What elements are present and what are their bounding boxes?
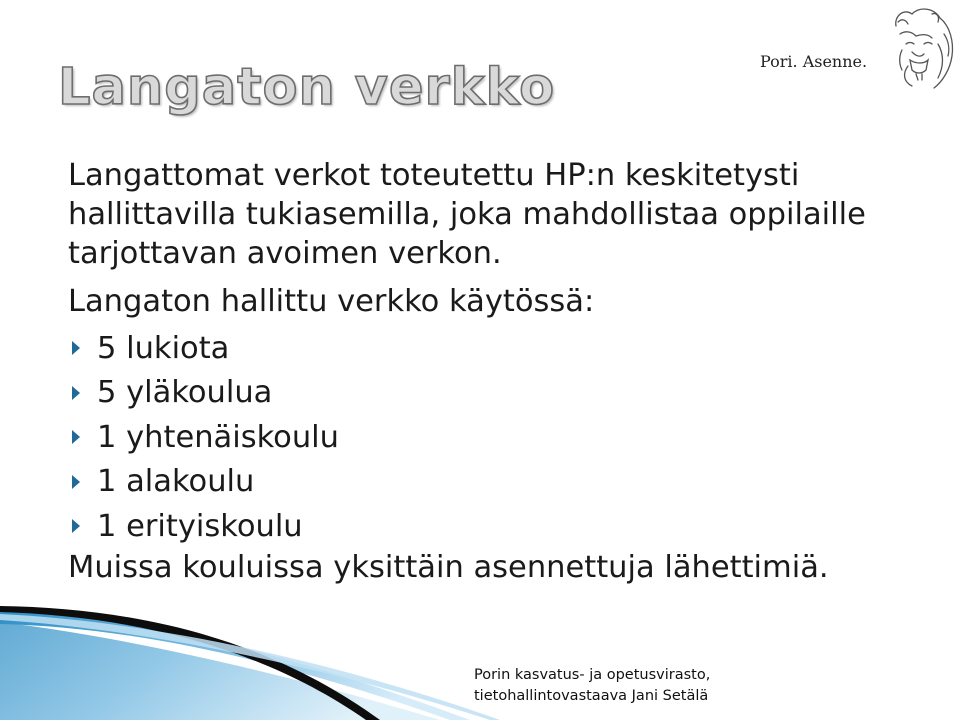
triangle-bullet-icon: [72, 519, 80, 533]
triangle-bullet-icon: [72, 386, 80, 400]
list-item: [68, 415, 928, 460]
list-item-text: 5 yläkoulua: [97, 375, 273, 411]
list-item-text: 1 alakoulu: [97, 464, 255, 500]
list-item-text: 1 erityiskoulu: [97, 508, 303, 544]
triangle-bullet-icon: [72, 430, 80, 444]
list-item-text: 1 yhtenäiskoulu: [97, 419, 339, 455]
list-item: [68, 326, 928, 371]
footer-organization: Porin kasvatus- ja opetusvirasto,: [474, 667, 711, 683]
closing-paragraph: Muissa kouluissa yksittäin asennettuja lähettimiä.: [68, 549, 829, 585]
pori-logo: [760, 4, 956, 94]
list-item: [68, 460, 928, 505]
list-item: [68, 371, 928, 416]
intro-paragraph: Langattomat verkot toteutettu HP:n keskitetysti hallittavilla tukiasemilla, joka mahdollistaa oppilaille tarjottavan avoimen verkon.: [68, 158, 866, 271]
list-item-text: 5 lukiota: [97, 330, 230, 366]
usage-heading: Langaton hallittu verkko käytössä:: [68, 284, 595, 319]
school-list: [68, 326, 928, 549]
triangle-bullet-icon: [72, 475, 80, 489]
slide-content: [68, 156, 928, 588]
slide-title: Langaton verkko: [58, 58, 556, 117]
list-item: [68, 504, 928, 549]
footer: [474, 665, 724, 707]
footer-author: tietohallintovastaava Jani Setälä: [474, 688, 709, 704]
bear-head-icon: [872, 4, 956, 92]
triangle-bullet-icon: [72, 341, 80, 355]
logo-text: Pori. Asenne.: [760, 52, 868, 71]
